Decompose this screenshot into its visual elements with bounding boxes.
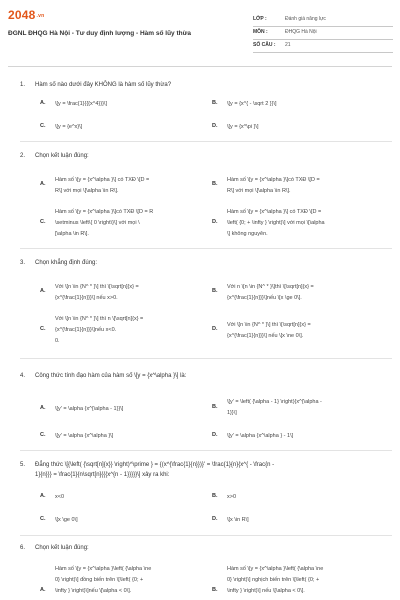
question-separator (20, 450, 392, 451)
document-title: ĐGNL ĐHQG Hà Nội - Tư duy định lượng - Hàm số lũy thừa (8, 30, 191, 37)
option-text: Hàm số \[y = {x^\alpha }\left( {\alpha \ne (227, 566, 324, 572)
question-number: 4. (20, 373, 26, 379)
question-5-stem (20, 460, 274, 480)
option-text: Với \[n \in {N^ * }\] thì \[\sqrt[n]{x} = (227, 322, 311, 328)
question-text: Chọn kết luận đúng: (35, 153, 89, 159)
option-text: \[y' = \alpha {x^{\alpha - 1}}\] (55, 406, 124, 412)
option-text: 0. (55, 338, 60, 344)
logo-text: 2048 (8, 8, 36, 22)
question-number: 1. (20, 82, 26, 88)
question-separator (20, 535, 392, 536)
option-text: {x^{\frac{1}{n}}}\] nếu x>0. (55, 295, 118, 301)
option-text: \infty } \right)\] nếu \[\alpha < 0\]. (227, 588, 305, 594)
option-key: D. (212, 432, 218, 438)
option-text: \[y = {e^x}\] (55, 124, 83, 130)
option-text: {x^{\frac{1}{n}}}\]nếu \[x \ge 0\]. (227, 295, 302, 301)
option-key: B. (212, 493, 218, 499)
option-text: \[x \ge 0\] (55, 517, 78, 523)
option-text: Hàm số \[y = {x^\alpha }\]có TXĐ \[D = R (55, 209, 154, 215)
option-text: Hàm số \[y = {x^\alpha }\] có TXĐ \[D = (55, 177, 150, 183)
option-text: \left( {0; + \infty } \right)\] với mọi \[\alpha (227, 220, 325, 226)
option-text: \infty } \right)\]nếu \[\alpha < 0\]. (55, 588, 132, 594)
question-separator (20, 358, 392, 359)
question-separator (20, 141, 392, 142)
option-key: D. (212, 326, 218, 332)
option-text: \setminus \left\{ 0 \right\}\] với mọi \ (55, 220, 140, 226)
question-number: 2. (20, 153, 26, 159)
question-3-stem (20, 260, 97, 266)
option-key: C. (40, 432, 46, 438)
option-key: B. (212, 181, 218, 187)
option-text: \[y = {x^\pi }\] (227, 124, 259, 130)
header-divider (8, 66, 392, 67)
meta-value: Đánh giá năng lực (285, 16, 326, 22)
meta-row-count (253, 40, 393, 53)
option-text: 1}}\] (227, 410, 237, 416)
question-text: Chọn kết luận đúng: (35, 545, 89, 551)
option-text: \[y = {x^{ - \sqrt 2 }}\] (227, 101, 277, 107)
question-6-stem (20, 545, 89, 551)
question-number: 5. (20, 462, 26, 468)
meta-label: LỚP : (253, 16, 267, 22)
option-key: A. (40, 100, 46, 106)
option-key: D. (212, 123, 218, 129)
option-key: B. (212, 100, 218, 106)
option-text: {x^{\frac{1}{n}}}\] nếu \[x \ne 0\]. (227, 333, 304, 339)
option-key: A. (40, 405, 46, 411)
question-text: Đẳng thức \[{\left( {\sqrt[n]{x}} \right)^\prime } = {(x^{\frac{1}{n}})}' = \frac{1}{n}{x^{ - \frac{n - (35, 462, 275, 468)
option-key: C. (40, 219, 46, 225)
option-text: 0} \right)\] đồng biến trên \[\left( {0; + (55, 577, 144, 583)
option-key: B. (212, 404, 218, 410)
option-text: Với \[n \in {N^ * }\] thì n \[\sqrt[n]{x} = (55, 316, 144, 322)
meta-row-class (253, 14, 393, 27)
option-text: R\] với mọi \[\alpha \in R\]. (55, 188, 119, 194)
option-key: A. (40, 288, 46, 294)
question-separator (20, 248, 392, 249)
option-key: B. (212, 587, 218, 593)
option-text: Với n \[n \in {N^ * }\]thì \[\sqrt[n]{x} = (227, 284, 314, 290)
question-2-stem (20, 153, 89, 159)
meta-row-subject (253, 27, 393, 40)
question-text-cont: 1}{n}}} = \frac{1}{n\sqrt[n]{{{x^{n - 1}}}}}\] xảy ra khi: (35, 472, 170, 478)
logo-suffix: .vn (36, 12, 45, 19)
option-key: C. (40, 326, 46, 332)
option-key: A. (40, 493, 46, 499)
option-text: {x^{\frac{1}{n}}}\]nếu x<0. (55, 327, 117, 333)
question-number: 6. (20, 545, 26, 551)
option-key: D. (212, 219, 218, 225)
option-key: B. (212, 288, 218, 294)
option-key: A. (40, 181, 46, 187)
question-text: Công thức tính đạo hàm của hàm số \[y = {x^\alpha }\] là: (35, 373, 187, 379)
meta-value: 21 (285, 42, 291, 48)
option-key: A. (40, 587, 46, 593)
meta-label: SỐ CÂU : (253, 42, 276, 48)
page-header (0, 0, 400, 62)
meta-value: ĐHQG Hà Nội (285, 29, 317, 35)
option-text: x>0 (227, 494, 237, 500)
option-text: \[y' = \left( {\alpha - 1} \right){x^{\alpha - (227, 399, 322, 405)
option-text: Hàm số \[y = {x^\alpha }\]có TXĐ \[D = (227, 177, 320, 183)
meta-table (253, 14, 393, 53)
option-text: \[y' = \alpha {x^\alpha } - 1\] (227, 433, 294, 439)
option-text: \] không nguyên. (227, 231, 268, 237)
question-text: Chọn khẳng định đúng: (35, 260, 98, 266)
option-text: x<0 (55, 494, 65, 500)
question-number: 3. (20, 260, 26, 266)
option-text: \[y = \frac{1}{{{x^4}}}\] (55, 101, 107, 107)
option-text: R\] với mọi \[\alpha \in R\]. (227, 188, 291, 194)
option-text: Hàm số \[y = {x^\alpha }\] có TXĐ \[D = (227, 209, 322, 215)
question-4-stem (20, 373, 186, 379)
option-text: \[y' = \alpha {x^\alpha }\] (55, 433, 114, 439)
option-text: Với \[n \in {N^ * }\] thì \[\sqrt[n]{x} = (55, 284, 139, 290)
option-key: C. (40, 123, 46, 129)
option-key: D. (212, 516, 218, 522)
option-text: Hàm số \[y = {x^\alpha }\left( {\alpha \ne (55, 566, 152, 572)
option-text: \[x \in R\] (227, 517, 249, 523)
option-text: 0} \right)\] nghịch biến trên \[\left( {0; + (227, 577, 320, 583)
site-logo[interactable] (8, 8, 44, 22)
option-text: [\alpha \in R\]. (55, 231, 89, 237)
question-text: Hàm số nào dưới đây KHÔNG là hàm số lũy thừa? (35, 82, 172, 88)
option-key: C. (40, 516, 46, 522)
question-1-stem (20, 82, 171, 88)
meta-label: MÔN : (253, 29, 268, 35)
